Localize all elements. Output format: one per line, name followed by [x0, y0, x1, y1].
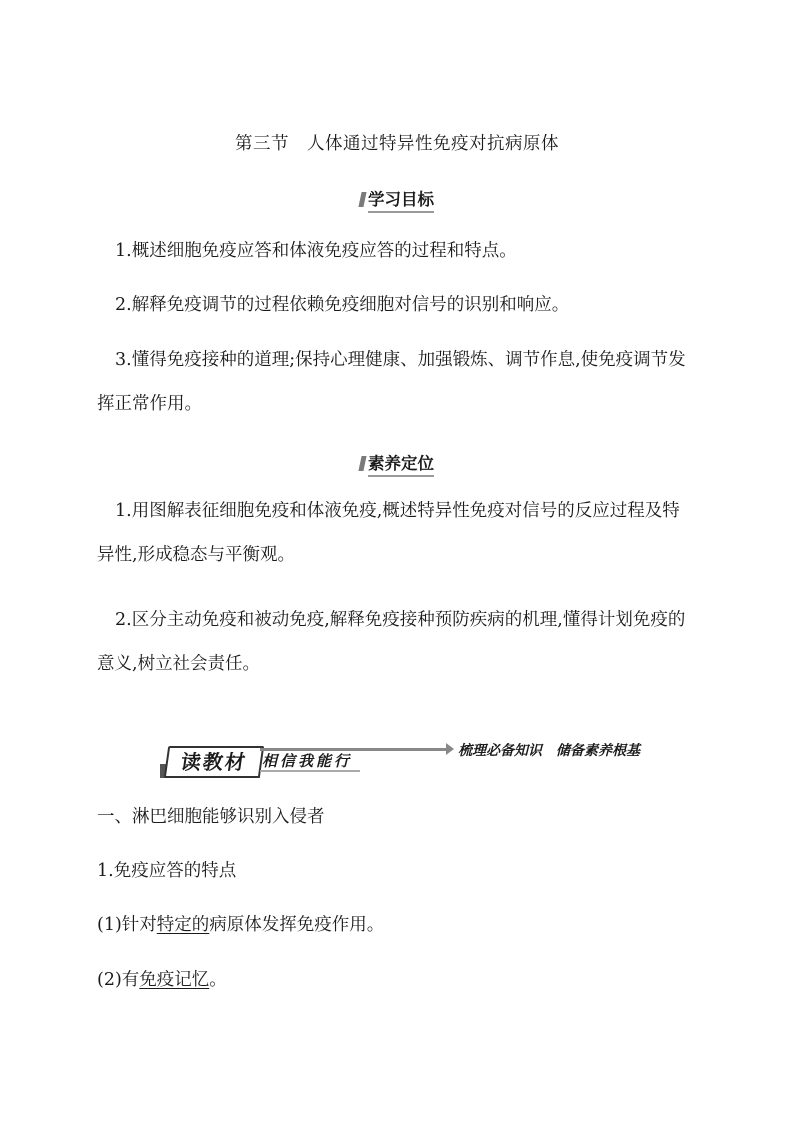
heading-marker-icon	[358, 456, 366, 471]
page-title: 第三节 人体通过特异性免疫对抗病原体	[235, 134, 559, 154]
banner-right-label: 梳理必备知识 储备素养根基	[458, 743, 640, 759]
heading-marker-icon	[358, 192, 366, 207]
banner-arrow-icon	[446, 743, 454, 755]
literacy-item-2: 2.区分主动免疫和被动免疫,解释免疫接种预防疾病的机理,懂得计划免疫的意义,树立社会责任。	[97, 610, 686, 674]
literacy-heading: 素养定位	[0, 450, 794, 477]
banner-main-label: 读教材	[164, 746, 264, 778]
blank-answer: 免疫记忆	[139, 970, 210, 990]
objective-item-2: 2.解释免疫调节的过程依赖免疫细胞对信号的识别和响应。	[115, 295, 570, 315]
section-heading: 一、淋巴细胞能够识别入侵者	[97, 807, 325, 827]
objective-item-3: 3.懂得免疫接种的道理;保持心理健康、加强锻炼、调节作息,使免疫调节发挥正常作用。	[97, 350, 686, 414]
point-1: (1)针对特定的病原体发挥免疫作用。	[97, 915, 385, 935]
point-2: (2)有免疫记忆。	[97, 970, 227, 990]
objectives-heading: 学习目标	[0, 186, 794, 213]
banner-sub-label: 相信我能行	[262, 752, 353, 770]
blank-answer: 特定的	[156, 915, 210, 935]
subsection-heading: 1.免疫应答的特点	[97, 861, 237, 881]
literacy-item-1: 1.用图解表征细胞免疫和体液免疫,概述特异性免疫对信号的反应过程及特异性,形成稳态与平衡观。	[97, 501, 680, 565]
read-textbook-banner	[160, 742, 640, 778]
objective-item-1: 1.概述细胞免疫应答和体液免疫应答的过程和特点。	[115, 241, 517, 261]
